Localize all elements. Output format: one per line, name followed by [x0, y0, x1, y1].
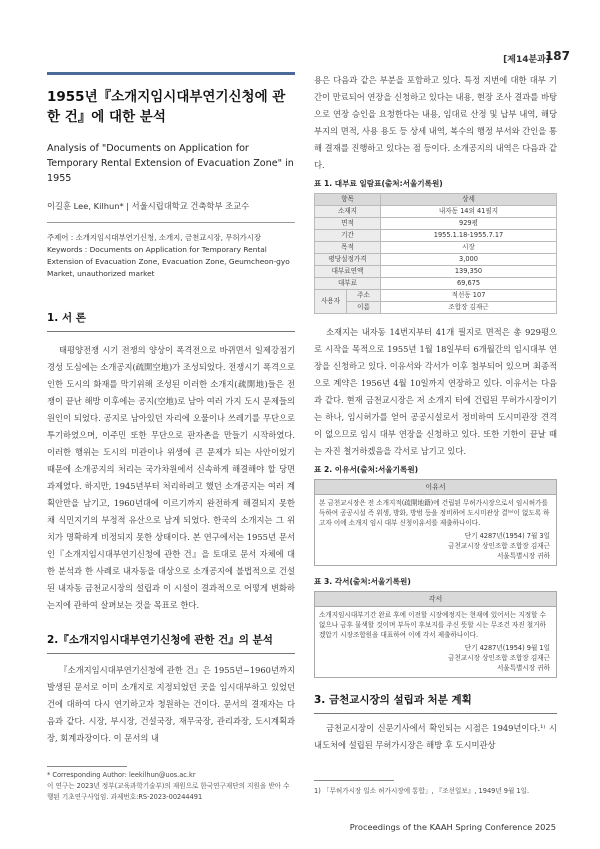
footnote-left: [47, 770, 295, 803]
table3-head: 각서: [315, 592, 556, 607]
table-header-detail: 상세: [381, 194, 557, 206]
table-header-item: 항목: [315, 194, 381, 206]
section3-heading: 3. 금천교시장의 설립과 처분 계획: [314, 694, 472, 706]
right-para2: 소재지는 내자동 14번지부터 41개 필지로 면적은 총 929평으로 시작을 목적으로 1955년 1월 18일부터 6개월간의 임시대부 연장을 신청하고 있다. 이유서와 각서가 이후 첨부되어 있으며 최종적으로 계약은 1956년 4월 10일까지 연장하고 있다. 이유서는 다음과 같다. 현재 금천교시장은 저 소개지 터에 건립된 무허가시장이기는 하나, 임시허가를 얻어 공공시설로서 정비하여 도시미관장 견격이 없으므로 임시 대부 연장을 신청하고 있다. 또한 기한이 끝날 때는 자진 철거하겠음을 각서로 남기고 있다.: [314, 327, 557, 456]
table-cell-addr-value: 적선동 107: [381, 290, 557, 302]
keywords-block: [47, 232, 295, 280]
table-cell-item: 기간: [315, 230, 381, 242]
left-column: [47, 72, 295, 747]
table-cell-detail: 시장: [381, 242, 557, 254]
table-row: [315, 302, 557, 314]
table-cell-detail: 929평: [381, 218, 557, 230]
table2-signer: 금천교시장 상인조합 조합장 김재근: [448, 542, 550, 550]
footnote-rule-left: [47, 766, 127, 767]
table-cell-item: 면적: [315, 218, 381, 230]
table3-body: 소개지임시대부기간 완료 후에 이전할 시장예정지는 현재에 있어서는 지정할 수 없으나 금후 물색할 것이며 부득이 후보지를 주신 뜻할 시는 무조건 자진 철거하겠압기 시장조합원을 대표하여 이에 각서 제출하나이다.: [319, 611, 546, 639]
table-cell-item: 소재지: [315, 206, 381, 218]
table3-recipient: 서울특별시장 귀하: [496, 664, 550, 672]
session-label: [제14분과]: [503, 55, 550, 65]
footnote-rule-right: [314, 780, 394, 781]
table3-caption: 표 3. 각서(출처:서울기록원): [314, 577, 411, 586]
section1-body: 태평양전쟁 시기 전쟁의 양상이 폭격전으로 바뀌면서 일제강점기 경성 도심에는 소개공지(疏開空地)가 조성되었다. 전쟁시기 폭격으로 인한 도시의 화재를 막기위해 조성된 이러한 소개지(疏開地)들은 전쟁이 끝난 해방 이후에는 공지(空地)로 남아 여러 가지 도시 문제들의 원인이 되었다. 공지로 남아있던 자리에 오물이나 쓰레기를 무단으로 투기하였으며, 이주민 또한 무단으로 판자촌을 만들기 시작하였다. 이러한 행위는 도시의 미관이나 위생에 큰 문제가 되는 사안이었기 때문에 소개공지의 처리는 국가차원에서 신속하게 해결해야 할 당면과제였다. 하지만, 1945년부터 처리하려고 했던 소개공지는 여러 계획안만을 남기고, 1960년대에 이르기까지 완전하게 해결되지 못한 채 식민지기의 부정적 유산으로 남게 되었다. 한국의 소개지는 그 위치가 명확하게 비정되지 못한 상태이다. 본 연구에서는 1955년 문서인『소개지임시대부연기신청에 관한 건』을 토대로 문서 자체에 대한 분석과 한 사례로 내자동을 대상으로 소개공지에 불법적으로 건설된 내자동 금천교시장의 설립과 이 시설이 결과적으로 어떻게 변화하는지에 관하여 살펴보는 것을 목표로 한다.: [47, 345, 295, 610]
table2-body: 본 금천교시장은 전 소개지적(疏開地籍)에 건립된 무허가시장으로서 임시허가를 득하여 공공시설 즉 위생, 방화, 방범 등을 정비하여 도시미관상 결⁽ᵃ⁾이 없도록 하고자 이에 소개지 임시 대부 신청이유서를 제출하나이다.: [319, 499, 550, 527]
table2-sign: [315, 531, 556, 565]
table-cell-detail: 139,350: [381, 266, 557, 278]
authors: 이길훈 Lee, Kilhun* | 서울시립대학교 건축학부 조교수: [47, 201, 250, 211]
table-row: [315, 266, 557, 278]
table-cell-item: 대부료: [315, 278, 381, 290]
section1-heading: 1. 서 론: [47, 312, 86, 324]
keywords-rule: [47, 222, 295, 223]
table-row: [315, 290, 557, 302]
keywords-korean: 주제어 : 소개지임시대부연기신청, 소개지, 금천교시장, 무허가시장: [47, 233, 262, 242]
table2-date: 단기 4287년(1954) 7월 3일: [464, 532, 550, 540]
table-row: [315, 218, 557, 230]
section3-body: 금천교시장이 신문기사에서 확인되는 시점은 1949년이다.¹⁾ 시내도처에 설립된 무허가시장은 해방 후 도시미관상: [314, 723, 557, 750]
title-rule: [47, 72, 295, 75]
right-column: [314, 72, 557, 754]
keywords-english: Keywords : Documents on Application for Temporary Rental Extension of Evacuation Zone, Evacuation Zone, Geumcheon-gyo Market, unauthorized market: [47, 245, 290, 278]
funding-note: 이 연구는 2023년 정부(교육과학기술부)의 재원으로 한국연구재단의 지원을 받아 수행된 기초연구사업임. 과제번호:RS-2023-00244491: [47, 782, 290, 801]
table-cell-item: 대부료연액: [315, 266, 381, 278]
table-cell-addr-label: 주소: [347, 290, 381, 302]
table2-caption: 표 2. 이유서(출처:서울기록원): [314, 465, 419, 474]
section1-rule: [47, 331, 295, 332]
table3-signer: 금천교시장 상인조합 조합장 김재근: [448, 654, 550, 662]
page-number: 187: [544, 49, 570, 63]
table-cell-detail: 3,000: [381, 254, 557, 266]
table-row: [315, 254, 557, 266]
table3-sign: [315, 643, 556, 677]
title-english: Analysis of "Documents on Application for Temporary Rental Extension of Evacuation Zone" in 1955: [47, 143, 294, 184]
table-cell-detail: 1955.1.18-1955.7.17: [381, 230, 557, 242]
table-cell-user: 사용자: [315, 290, 347, 314]
table3-date: 단기 4287년(1954) 9월 1일: [464, 644, 550, 652]
table-header-row: [315, 194, 557, 206]
table1: [314, 193, 557, 314]
table-row: [315, 230, 557, 242]
section2-rule: [47, 653, 295, 654]
right-intro: 용은 다음과 같은 부분을 포함하고 있다. 특정 지번에 대한 대부 기간이 만료되어 연장을 신청하고 있다는 내용, 현장 조사 결과를 바탕으로 연장 승인을 요청한다는 내용, 임대료 산정 및 납부 내역, 해당 부지의 면적, 사용 용도 등 상세 내역, 복수의 행정 부서와 간인을 통해 결재를 진행하고 있다는 점 등이다. 소개공지의 내역은 다음과 같다.: [314, 75, 557, 170]
page-footer: Proceedings of the KAAH Spring Conference 2025: [349, 822, 556, 832]
table2-head: 이유서: [315, 480, 556, 495]
footnote-right: 1) 「무허가시장 일소 허가시장에 통합」, 『조선일보』, 1949년 9월 1일.: [314, 787, 530, 795]
section3-rule: [314, 713, 557, 714]
table-row: [315, 242, 557, 254]
section2-heading: 2.『소개지임시대부연기신청에 관한 건』의 분석: [47, 634, 273, 646]
table-cell-name-value: 조합장 김재근: [381, 302, 557, 314]
table-cell-detail: 69,675: [381, 278, 557, 290]
title-korean: 1955년『소개지임시대부연기신청에 관한 건』에 대한 분석: [47, 89, 286, 125]
table2-box: [314, 479, 557, 566]
table-cell-detail: 내자동 14외 41필지: [381, 206, 557, 218]
corresponding-author: * Corresponding Author: leekilhun@uos.ac.kr: [47, 771, 196, 779]
table3-box: [314, 591, 557, 678]
table-cell-item: 평당설정가격: [315, 254, 381, 266]
table1-caption: 표 1. 대부료 일람표(출처:서울기록원): [314, 179, 443, 188]
table2-recipient: 서울특별시장 귀하: [496, 552, 550, 560]
table-cell-name-label: 이름: [347, 302, 381, 314]
section2-body: 『소개지임시대부연기신청에 관한 건』은 1955년~1960년까지 발생된 문서로 이미 소개지로 지정되었던 곳을 임시대부하고 있었던 건에 대하여 다시 연기하고자 청원하는 건이다. 문서의 결재자는 다음과 같다. 시장, 부시장, 건설국장, 재무국장, 관리과장, 도시계획과장, 회계과장이다. 이 문서의 내: [47, 665, 295, 743]
table-row: [315, 278, 557, 290]
page-header: [0, 0, 600, 72]
table-row: [315, 206, 557, 218]
table-cell-item: 목적: [315, 242, 381, 254]
